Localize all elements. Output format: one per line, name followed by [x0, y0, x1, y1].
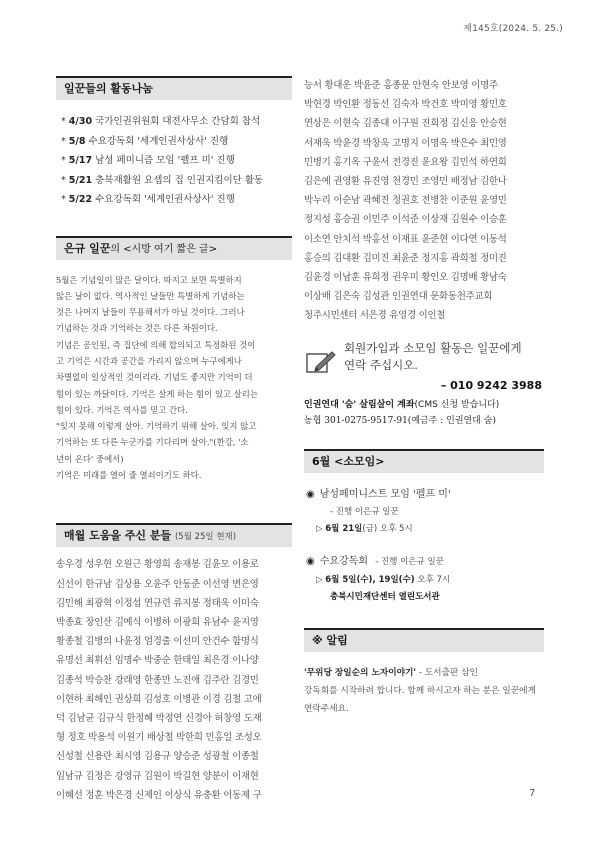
donors-title: 매월 도움을 주신 분들: [64, 529, 172, 543]
activities-list: [56, 112, 292, 210]
notice-title: ※ 알림: [312, 633, 348, 647]
meetings-heading: [304, 449, 544, 473]
activity-item: * 5/21 충북재활원 요셉의 집 인권지킴이단 활동: [61, 174, 264, 186]
donors-note: (5월 25일 현재): [174, 532, 237, 543]
activities-heading: [56, 76, 292, 100]
activity-text: 수요강독회 '세계인권사상사' 진행: [88, 135, 229, 147]
right-column: [304, 76, 544, 718]
triangle-bullet-icon: ▷: [316, 523, 323, 534]
meeting-schedule: [304, 572, 544, 589]
activity-text: 국가인권위원회 대전사무소 간담회 참석: [95, 116, 261, 127]
donors-list-right: 능서 황대운 박윤준 홍종문 안현숙 안보영 이명주 박현경 박인환 정동선 김숙자 박건호 박미영 황민호 연상은 이현숙 김종대 이구원 진희정 김신응 안승현 서재욱 박윤경 박창욱 고명지 이명옥 박은수 최민영 민병기 홍기옥 구윤서 전경진 윤요왕 김민석 하연희 김은예 권영환 유진영 천경민 조영민 배정남 김한나 박누리 이순남 곽혜진 정권호 전병찬 이준원 윤영민 정지성 홍승권 이민주 이석준 이상재 김원수 이승훈 이소연 안치석 박홍선 이재표 윤준현 이다연 이동석 홍승의 김대환 김미진 최윤준 정지홍 곽희철 정미진 김윤경 이남훈 유희정 권우미 황인오 김명배 황남숙 이상배 김은숙 김성관 인권연대 문화동천주교회 청주시민센터 서은경 유영경 이인철: [304, 80, 507, 322]
essay-heading: [56, 236, 292, 260]
join-phone: – 010 9242 3988: [440, 378, 542, 392]
meeting-schedule: [304, 521, 544, 538]
essay-body: [56, 272, 292, 484]
essay-title-rest: 의 <시방 여기 짧은 글>: [110, 243, 218, 255]
notice-text: 강독회를 시작하려 합니다. 함께 하시고자 하는 분은 일꾼에게 연락주세요.: [304, 685, 536, 714]
activity-text: 충북재활원 요셉의 집 인권지킴이단 활동: [95, 174, 264, 186]
triangle-bullet-icon: ▷: [316, 574, 323, 585]
meeting-item: [304, 485, 544, 538]
page-number: 7: [529, 788, 536, 799]
join-title: 회원가입과 소모임 활동은 일꾼에게 연락 주십시오.: [344, 340, 522, 372]
meeting-title-row: [304, 552, 544, 572]
notice-headline: '무위당 장일순의 노자이야기': [304, 667, 417, 678]
meeting-date: 6월 5일(수), 19일(수): [325, 574, 415, 585]
join-account: [304, 397, 544, 429]
meeting-time: 오후 7시: [414, 574, 451, 585]
account-title: 인권연대 '숨' 살림살이 계좌: [304, 399, 415, 410]
activity-text: 수요강독회 '세계인권사상사' 진행: [95, 194, 235, 205]
essay-title-bold: 은규 일꾼: [64, 241, 111, 255]
meeting-lead: - 진행 이은규 일꾼: [375, 556, 444, 567]
activity-date: 5/8: [68, 135, 86, 147]
activity-item: * 5/8 수요강독회 '세계인권사상사' 진행: [61, 135, 229, 147]
circle-bullet-icon: ◉: [306, 488, 315, 500]
meeting-time: (금) 오후 5시: [362, 523, 413, 534]
meeting-item: [304, 552, 544, 606]
meeting-name: 수요강독회: [319, 555, 369, 567]
activity-item: * 5/22 수요강독회 '세계인권사상사' 진행: [61, 194, 235, 205]
meeting-date: 6월 21일: [325, 523, 363, 534]
account-number: 농협 301-0275-9517-91(예금주 : 인권연대 숨): [304, 415, 497, 426]
donors-list-left: 송우경 성우현 오원근 황영희 송재봉 김윤모 이용로 신선이 한규남 김상용 오윤주 안동준 이선영 변은영 김민해 최광혁 이정섭 연규련 류지봉 정태욱 이미숙 박종효 장인산 김예식 이병하 이광희 유남수 윤지영 황종철 김병의 나윤정 엄경출 이선미 안건수 함명식 유명선 최휘선 임명수 박중순 한태일 최은경 이나양 김종석 박승찬 강래영 한종만 노진애 김주란 김경민 이현하 최해인 권상희 김성호 이병관 이경 김철 고애 덕 김남균 김규식 한정혜 박정연 신경아 허창영 도재 형 정호 박용석 이원기 배상철 박한희 민홍일 조성오 신성철 신용란 최시영 김용규 양승준 성광철 이종철 임남규 김정은 강영규 김원이 박길현 양분이 이재현 이혜선 정훈 박은경 신제인 이상식 유충환 이동제 구: [56, 559, 262, 801]
activity-date: 5/21: [68, 174, 93, 186]
essay-paragraph: "잊지 못해 이렇게 살아. 기억하기 위해 살아. 잊지 않고 기억하는 또 다른 누군가를 기다리며 살아."(한강, '소 년이 온다' 중에서): [56, 421, 257, 464]
donors-heading: [56, 523, 292, 547]
essay-paragraph: 기념은 공인된, 즉 집단에 의해 합의되고 특정화된 것이 고 기억은 시간과 공간을 가리지 않으며 누구에게나 차별없이 일상적인 것이리라. 기념도 좋지만 기억이 더 힘이 있는 까닭이다. 기억은 살게 하는 힘이 있고 살리는 힘이 있다. 기억은 역사를 믿고 간다.: [56, 339, 258, 415]
pencil-note-icon: [306, 350, 336, 374]
notice-heading: [304, 628, 544, 652]
activity-date: 5/22: [68, 194, 93, 205]
meeting-title-row: [304, 485, 544, 504]
account-note: (CMS 신청 받습니다): [414, 399, 500, 410]
essay-paragraph: 기억은 미래를 열어 줄 열쇠이기도 하다.: [56, 470, 202, 481]
activity-text: 남성 페미니즘 모임 '펠프 미' 진행: [95, 155, 235, 166]
activity-item: * 4/30 국가인권위원회 대전사무소 간담회 참석: [61, 116, 261, 127]
notice-publisher: - 도서출판 삼인: [416, 667, 478, 678]
activities-title: 일꾼들의 활동나눔: [64, 82, 153, 95]
meeting-lead: - 진행 이은규 일꾼: [330, 506, 399, 517]
activity-date: 5/17: [68, 155, 93, 166]
issue-number: 제145호(2024. 5. 25.): [463, 24, 563, 34]
meeting-name: 남성페미니스트 모임 '펠프 미': [319, 488, 451, 500]
circle-bullet-icon: ◉: [306, 555, 315, 567]
notice-body: [304, 664, 544, 718]
essay-paragraph: 5월은 기념일이 많은 달이다. 따지고 보면 특별하지 않은 날이 없다. 역사적인 날들만 특별하게 기념하는 것은 나머지 날들이 무용해서가 아닐 것이다. 그러나 기념하는 것과 기억하는 것은 다른 차원이다.: [56, 274, 245, 334]
join-phone-line: [344, 374, 544, 393]
activity-item: * 5/17 남성 페미니즘 모임 '펠프 미' 진행: [61, 155, 235, 166]
meeting-place: 충북시민재단센터 열린도서관: [330, 591, 440, 602]
left-column: [56, 76, 292, 805]
meetings-title: 6월 <소모임>: [312, 454, 385, 468]
join-box: [304, 340, 544, 429]
activity-date: 4/30: [68, 116, 93, 127]
